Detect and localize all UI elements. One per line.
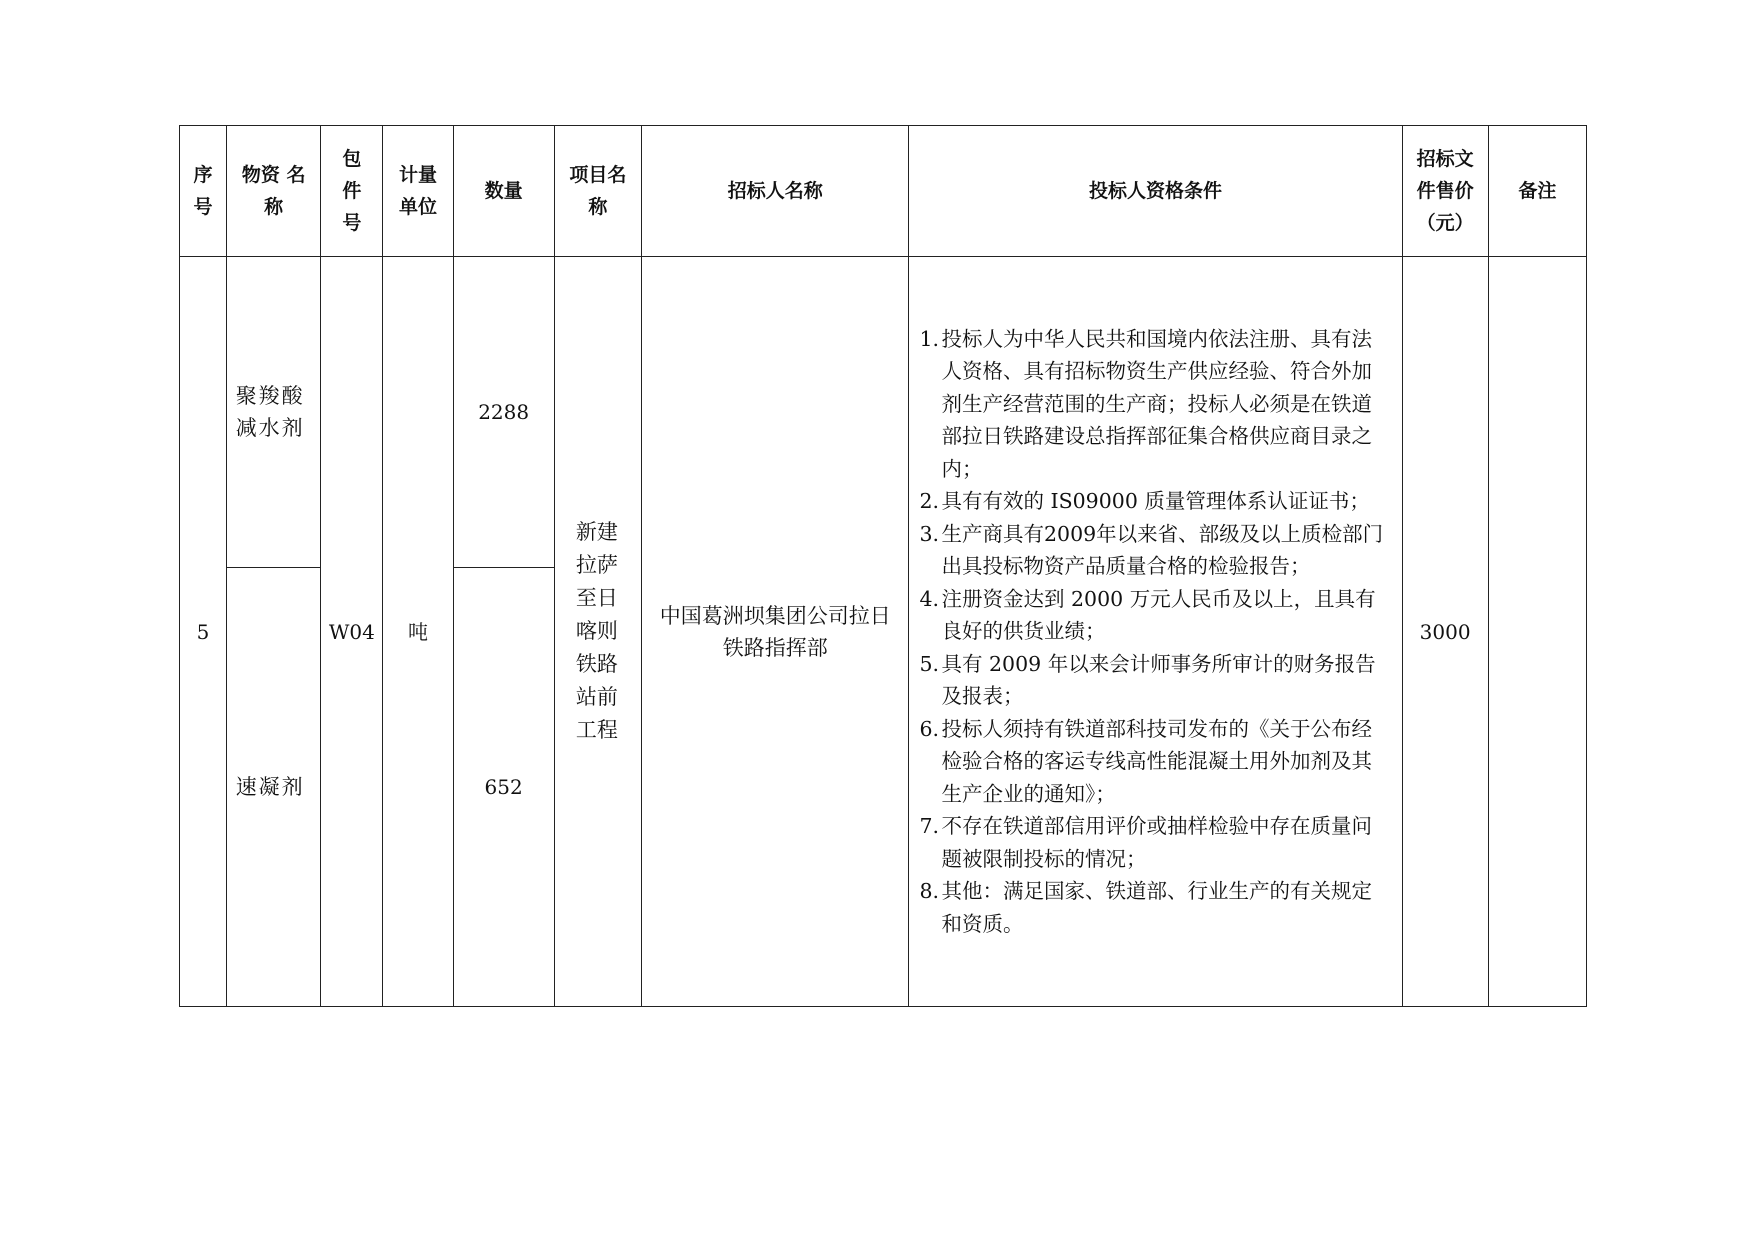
cell-package: W04	[321, 257, 383, 1007]
header-package-number: 包件号	[321, 126, 383, 257]
cell-material-1: 聚羧酸减水剂	[227, 257, 321, 568]
cell-material-2: 速凝剂	[227, 568, 321, 1007]
cell-quantity-1: 2288	[453, 257, 554, 568]
list-item: 8. 其他：满足国家、铁道部、行业生产的有关规定和资质。	[919, 879, 1372, 936]
list-item: 3. 生产商具有2009年以来省、部级及以上质检部门出具投标物资产品质量合格的检验报告；	[919, 521, 1384, 579]
cell-tenderer: 中国葛洲坝集团公司拉日铁路指挥部	[641, 257, 909, 1007]
header-document-price: 招标文件售价（元）	[1402, 126, 1488, 257]
cell-remark	[1488, 257, 1586, 1007]
cell-qualification	[909, 257, 1402, 1007]
header-material-name: 物资 名称	[227, 126, 321, 257]
list-item: 6. 投标人须持有铁道部科技司发布的《关于公布经检验合格的客运专线高性能混凝土用外加剂及其生产企业的通知》；	[919, 716, 1372, 806]
cell-seq: 5	[180, 257, 227, 1007]
list-item: 5. 具有 2009 年以来会计师事务所审计的财务报告及报表；	[919, 651, 1376, 709]
header-unit: 计量单位	[383, 126, 453, 257]
list-item: 2. 具有有效的 IS09000 质量管理体系认证证书；	[919, 489, 1370, 514]
list-item: 7. 不存在铁道部信用评价或抽样检验中存在质量问题被限制投标的情况；	[919, 814, 1372, 871]
cell-unit: 吨	[383, 257, 453, 1007]
header-seq: 序号	[180, 126, 227, 257]
header-bidder-qualification: 投标人资格条件	[909, 126, 1402, 257]
header-tenderer-name: 招标人名称	[641, 126, 909, 257]
list-item: 4. 注册资金达到 2000 万元人民币及以上，且具有良好的供货业绩；	[919, 586, 1376, 644]
table-row	[180, 257, 1587, 568]
bid-table	[179, 125, 1587, 1007]
list-item: 1. 投标人为中华人民共和国境内依法注册、具有法人资格、具有招标物资生产供应经验、符合外加剂生产经营范围的生产商；投标人必须是在铁道部拉日铁路建设总指挥部征集合格供应商目录之内；	[919, 326, 1372, 481]
header-project-name: 项目名称	[554, 126, 641, 257]
header-quantity: 数量	[453, 126, 554, 257]
header-remark: 备注	[1488, 126, 1586, 257]
cell-price: 3000	[1402, 257, 1488, 1007]
requirements-list	[919, 323, 1391, 941]
table-header-row	[180, 126, 1587, 257]
cell-project: 新建拉萨至日喀则铁路站前工程	[554, 257, 641, 1007]
cell-quantity-2: 652	[453, 568, 554, 1007]
